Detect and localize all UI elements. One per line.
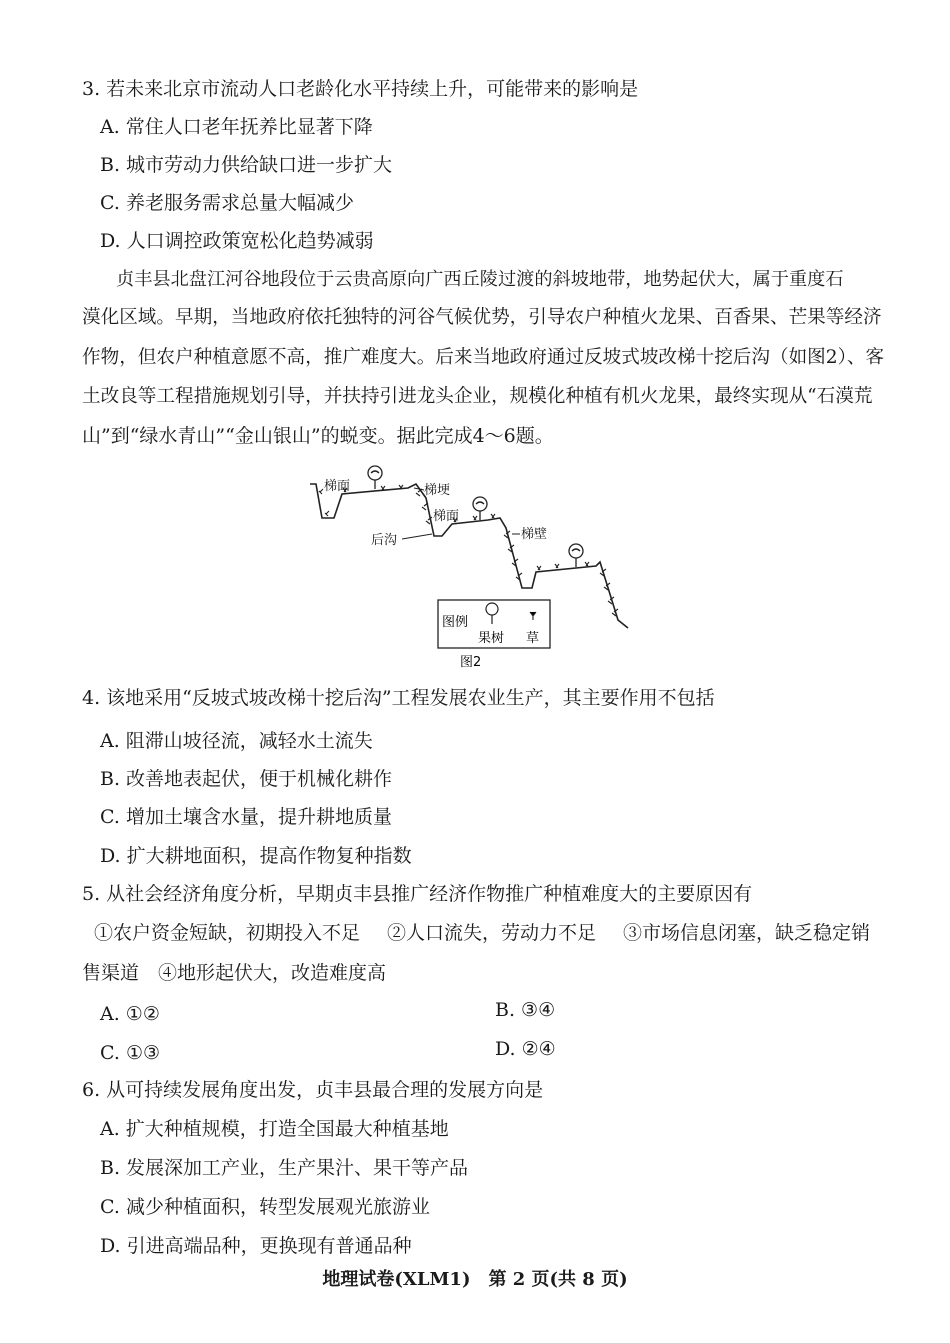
q5-items-line-1	[82, 921, 870, 945]
q3-option-b: B. 城市劳动力供给缺口进一步扩大	[100, 154, 393, 176]
q5-items-line-2: 售渠道 ④地形起伏大，改造难度高	[82, 962, 387, 984]
figure-caption: 图2	[460, 655, 482, 670]
fruit-tree-icons	[368, 466, 583, 567]
page-footer: 地理试卷(XLM1) 第 2 页(共 8 页)	[322, 1269, 628, 1290]
label-terrace-wall: 梯壁	[521, 527, 548, 542]
q6-stem: 6. 从可持续发展角度出发，贞丰县最合理的发展方向是	[82, 1079, 544, 1101]
q3-option-c: C. 养老服务需求总量大幅减少	[100, 192, 354, 214]
label-terrace-surface-2: 梯面	[433, 509, 460, 524]
label-back-ditch: 后沟	[371, 533, 398, 548]
passage-line-5: 山”到“绿水青山”“金山银山”的蜕变。据此完成4～6题。	[82, 425, 554, 447]
q4-stem: 4. 该地采用“反坡式坡改梯十挖后沟”工程发展农业生产，其主要作用不包括	[82, 687, 715, 709]
q4-option-c: C. 增加土壤含水量，提升耕地质量	[100, 806, 392, 828]
legend-box	[438, 600, 550, 648]
q5-option-a: A. ①②	[100, 1003, 160, 1025]
q4-option-d: D. 扩大耕地面积，提高作物复种指数	[100, 845, 412, 867]
q5-option-c: C. ①③	[100, 1042, 161, 1064]
q5-item-1: ①农户资金短缺，初期投入不足	[94, 922, 361, 944]
q6-option-d: D. 引进高端品种，更换现有普通品种	[100, 1235, 412, 1257]
q5-stem: 5. 从社会经济角度分析，早期贞丰县推广经济作物推广种植难度大的主要原因有	[82, 883, 753, 905]
q4-option-a: A. 阻滞山坡径流，减轻水土流失	[100, 730, 373, 752]
q5-item-2: ②人口流失，劳动力不足	[386, 922, 596, 944]
q3-option-a: A. 常住人口老年抚养比显著下降	[100, 116, 373, 138]
label-terrace-ridge: 梯埂	[424, 483, 451, 498]
passage-line-4: 土改良等工程措施规划引导，并扶持引进龙头企业，规模化种植有机火龙果，最终实现从“石漠荒	[82, 386, 873, 407]
label-terrace-surface-1: 梯面	[324, 479, 351, 494]
passage-line-1: 贞丰县北盘江河谷地段位于云贵高原向广西丘陵过渡的斜坡地带，地势起伏大，属于重度石	[116, 269, 844, 290]
q3-option-d: D. 人口调控政策宽松化趋势减弱	[100, 230, 374, 252]
q6-option-b: B. 发展深加工产业，生产果汁、果干等产品	[100, 1157, 469, 1179]
legend-grass-label: 草	[526, 631, 540, 646]
q6-option-c: C. 减少种植面积，转型发展观光旅游业	[100, 1196, 430, 1218]
terrace-diagram	[300, 462, 640, 672]
legend-fruit-tree-label: 果树	[478, 631, 505, 646]
q6-option-a: A. 扩大种植规模，打造全国最大种植基地	[100, 1118, 449, 1140]
q5-option-b: B. ③④	[495, 999, 556, 1021]
passage-line-2: 漠化区域。早期，当地政府依托独特的河谷气候优势，引导农户种植火龙果、百香果、芒果等经济	[82, 307, 882, 328]
q3-stem: 3. 若未来北京市流动人口老龄化水平持续上升，可能带来的影响是	[82, 78, 639, 100]
passage-line-3: 作物，但农户种植意愿不高，推广难度大。后来当地政府通过反坡式坡改梯十挖后沟（如图2）、客	[82, 347, 885, 368]
q5-option-d: D. ②④	[495, 1038, 556, 1060]
legend-title: 图例	[442, 615, 469, 630]
q5-item-3: ③市场信息闭塞，缺乏稳定销	[622, 922, 870, 944]
q4-option-b: B. 改善地表起伏，便于机械化耕作	[100, 768, 393, 790]
